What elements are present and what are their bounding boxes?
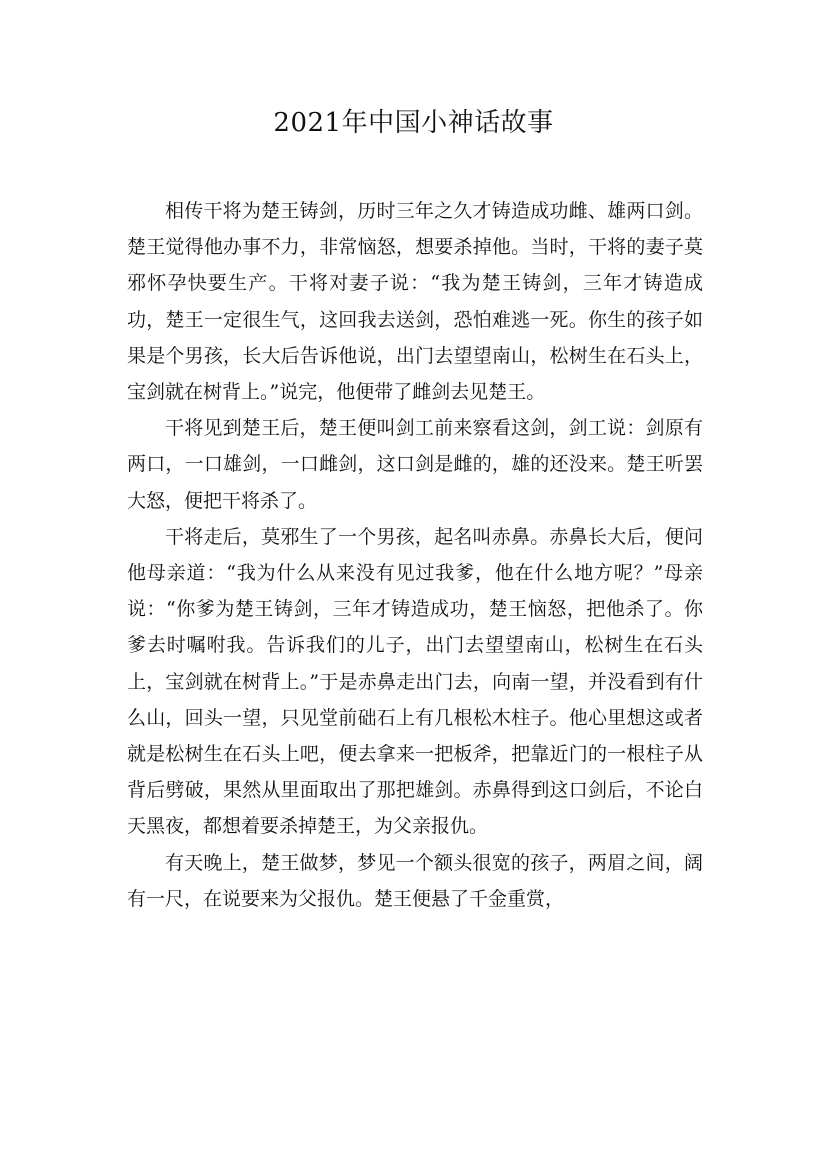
paragraph-3: 干将走后，莫邪生了一个男孩，起名叫赤鼻。赤鼻长大后，便问他母亲道：“我为什么从来没有见过我爹，他在什么地方呢？”母亲说：“你爹为楚王铸剑，三年才铸造成功，楚王恼怒，把他杀了。你爹去时嘱咐我。告诉我们的儿子，出门去望望南山，松树生在石头上，宝剑就在树背上。”于是赤鼻走出门去，向南一望，并没看到有什么山，回头一望，只见堂前础石上有几根松木柱子。他心里想这或者就是松树生在石头上吧，便去拿来一把板斧，把靠近门的一根柱子从背后劈破，果然从里面取出了那把雄剑。赤鼻得到这口剑后，不论白天黑夜，都想着要杀掉楚王，为父亲报仇。 [127, 525, 703, 838]
paragraph-4: 有天晚上，楚王做梦，梦见一个额头很宽的孩子，两眉之间，阔有一尺，在说要来为父报仇。楚王便悬了千金重赏， [127, 851, 703, 910]
document-body [127, 193, 703, 917]
document-title: 2021年中国小神话故事 [273, 108, 554, 138]
paragraph-2: 干将见到楚王后，楚王便叫剑工前来察看这剑，剑工说：剑原有两口，一口雄剑，一口雌剑，这口剑是雌的，雄的还没来。楚王听罢大怒，便把干将杀了。 [127, 417, 703, 512]
paragraph-1: 相传干将为楚王铸剑，历时三年之久才铸造成功雌、雄两口剑。楚王觉得他办事不力，非常恼怒，想要杀掉他。当时，干将的妻子莫邪怀孕快要生产。干将对妻子说：“我为楚王铸剑，三年才铸造成功，楚王一定很生气，这回我去送剑，恐怕难逃一死。你生的孩子如果是个男孩，长大后告诉他说，出门去望望南山，松树生在石头上，宝剑就在树背上。”说完，他便带了雌剑去见楚王。 [127, 200, 703, 404]
